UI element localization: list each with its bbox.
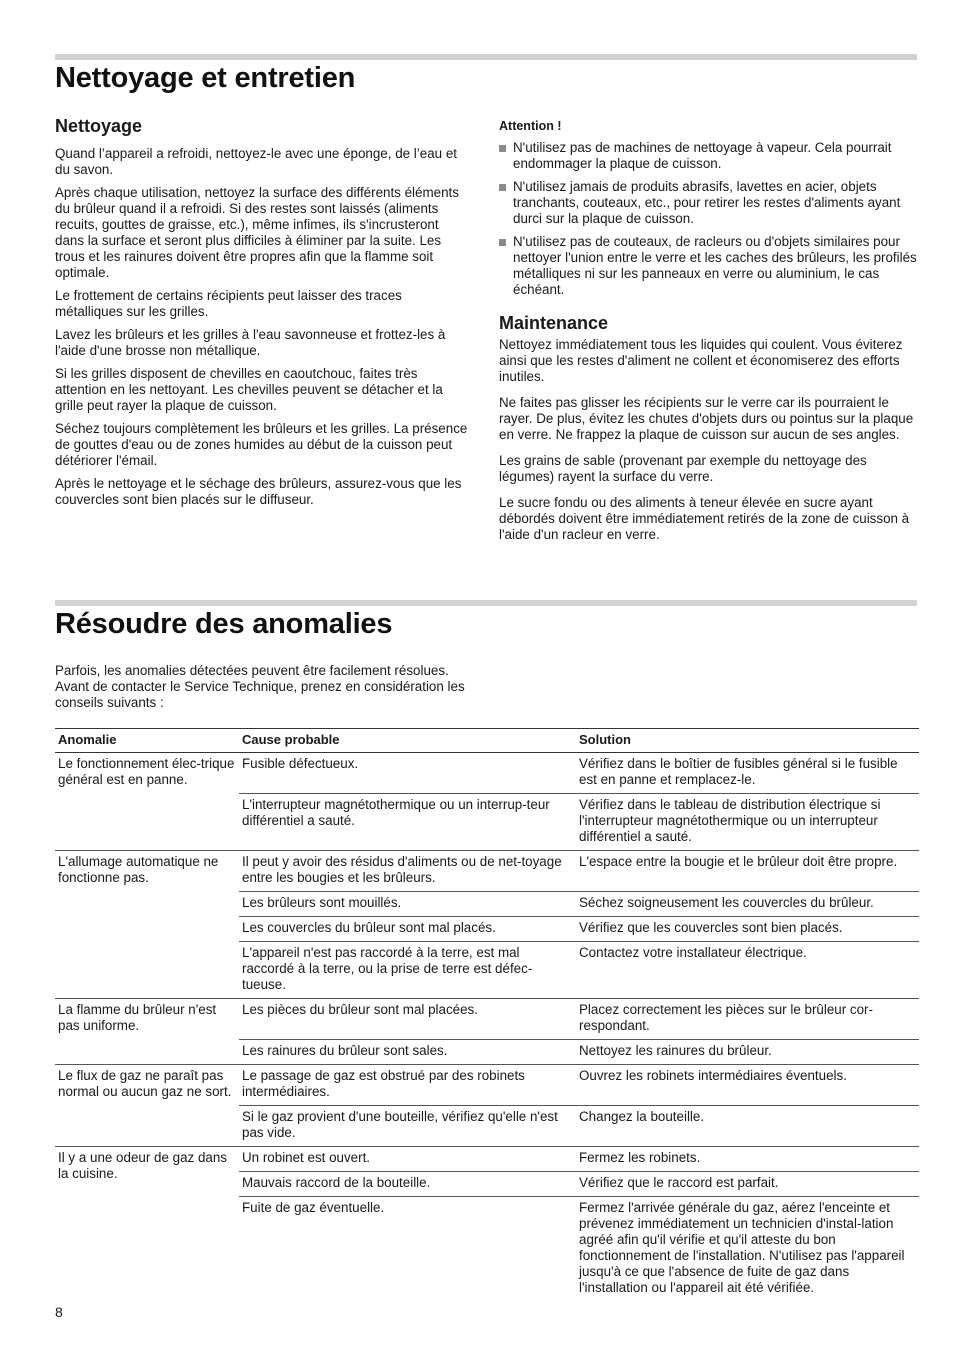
paragraph: Lavez les brûleurs et les grilles à l'eau savonneuse et frottez-les à l'aide d'une brosse non métallique. <box>55 327 446 358</box>
cause-cell: Les pièces du brûleur sont mal placées. <box>239 999 576 1040</box>
paragraph: Le frottement de certains récipients peut laisser des traces métalliques sur les grilles. <box>55 288 402 319</box>
section-rule-top <box>55 54 917 60</box>
solution-cell: L'espace entre la bougie et le brûleur doit être propre. <box>576 851 919 892</box>
section-title-nettoyage-entretien: Nettoyage et entretien <box>55 62 356 94</box>
solution-cell: Fermez les robinets. <box>576 1147 919 1172</box>
table-row <box>55 999 919 1040</box>
bullet-square-icon <box>499 239 506 246</box>
page-number: 8 <box>55 1304 63 1320</box>
solution-cell: Vérifiez que le raccord est parfait. <box>576 1172 919 1197</box>
solution-cell: Contactez votre installateur électrique. <box>576 942 919 999</box>
anomaly-cell: Il y a une odeur de gaz dans la cuisine. <box>55 1147 239 1302</box>
heading-nettoyage: Nettoyage <box>55 116 143 136</box>
paragraph: Ne faites pas glisser les récipients sur le verre car ils pourraient le rayer. De plus, évitez les chutes d'objets durs ou pointus sur la plaque en verre. Ne frappez la plaque de cuisson sur aucun de ses angles. <box>499 395 914 442</box>
paragraph: Après chaque utilisation, nettoyez la surface des différents éléments du brûleur quand il a refroidi. Si des restes sont laissés (aliments recuits, gouttes de graisse, etc.), même infimes, ils s'incrusteront dans la surface et seront plus difficiles à éliminer par la suite. Les trous et les rainures doivent être propres afin que la flamme soit optimale. <box>55 185 459 280</box>
cause-cell: Un robinet est ouvert. <box>239 1147 576 1172</box>
table-row <box>55 1147 919 1172</box>
column-header-cause: Cause probable <box>239 729 576 753</box>
cause-cell: Mauvais raccord de la bouteille. <box>239 1172 576 1197</box>
cause-cell: Les brûleurs sont mouillés. <box>239 892 576 917</box>
paragraph: Si les grilles disposent de chevilles en caoutchouc, faites très attention en les nettoyant. Les chevilles peuvent se détacher et la grille peut rayer la plaque de cuisson. <box>55 366 443 413</box>
cause-cell: L'interrupteur magnétothermique ou un interrup-teur différentiel a sauté. <box>239 794 576 851</box>
list-item: N'utilisez pas de couteaux, de racleurs ou d'objets similaires pour nettoyer l'union entre le verre et les caches des brûleurs, les profilés métalliques ni sur les panneaux en verre ou aluminium, le cas échéant. <box>499 234 917 298</box>
column-header-solution: Solution <box>576 729 919 753</box>
cause-cell: Le passage de gaz est obstrué par des robinets intermédiaires. <box>239 1065 576 1106</box>
attention-list <box>499 140 917 298</box>
cause-cell: Fuite de gaz éventuelle. <box>242 1200 385 1215</box>
section-rule-anomalies <box>55 600 917 606</box>
attention-label: Attention ! <box>499 119 562 133</box>
heading-maintenance: Maintenance <box>499 313 609 333</box>
solution-cell: Changez la bouteille. <box>576 1106 919 1147</box>
paragraph: Après le nettoyage et le séchage des brûleurs, assurez-vous que les couvercles sont bien placés sur le diffuseur. <box>55 476 462 507</box>
right-column <box>499 118 917 550</box>
solution-cell: Vérifiez dans le tableau de distribution électrique si l'interrupteur magnétothermique ou un interrupteur différentiel a sauté. <box>576 794 919 851</box>
paragraph: Nettoyez immédiatement tous les liquides qui coulent. Vous éviterez ainsi que les restes d'aliment ne collent et économiserez des efforts inutiles. <box>499 337 903 384</box>
bullet-square-icon <box>499 145 506 152</box>
solution-cell: Séchez soigneusement les couvercles du brûleur. <box>576 892 919 917</box>
table-row <box>55 1065 919 1106</box>
solution-cell: Placez correctement les pièces sur le brûleur cor-respondant. <box>576 999 919 1040</box>
solution-cell: Vérifiez dans le boîtier de fusibles général si le fusible est en panne et remplacez-le. <box>576 753 919 794</box>
bullet-square-icon <box>499 184 506 191</box>
paragraph: Séchez toujours complètement les brûleurs et les grilles. La présence de gouttes d'eau ou de zones humides au début de la cuisson peut détériorer l'émail. <box>55 421 468 468</box>
paragraph: Quand l’appareil a refroidi, nettoyez-le avec une éponge, de l’eau et du savon. <box>55 146 457 177</box>
column-header-anomalie: Anomalie <box>55 729 239 753</box>
table-header-row <box>55 729 919 753</box>
cause-cell: L'appareil n'est pas raccordé à la terre, est mal raccordé à la terre, ou la prise de terre est défec-tueuse. <box>239 942 576 999</box>
list-item: N'utilisez jamais de produits abrasifs, lavettes en acier, objets tranchants, couteaux, etc., pour retirer les restes d'aliments ayant durci sur la plaque de cuisson. <box>499 179 917 227</box>
paragraph: Le sucre fondu ou des aliments à teneur élevée en sucre ayant débordés doivent être immédiatement retirés de la zone de cuisson à l'aide d'un racleur en verre. <box>499 495 910 542</box>
solution-cell: Fermez l'arrivée générale du gaz, aérez l'enceinte et prévenez immédiatement un technicien d'instal-lation agréé afin qu'il vérifie et qu'il atteste du bon fonctionnement de l'installation. N'utilisez pas l'appareil jusqu'à ce que l'absence de fuite de gaz dans l'installation ou l'appareil ait été vérifiée. <box>579 1200 905 1295</box>
list-item: N'utilisez pas de machines de nettoyage à vapeur. Cela pourrait endommager la plaque de cuisson. <box>499 140 917 172</box>
left-column <box>55 115 471 515</box>
anomaly-cell: Le flux de gaz ne paraît pas normal ou aucun gaz ne sort. <box>55 1065 239 1147</box>
anomaly-cell: Le fonctionnement élec-trique général est en panne. <box>58 756 235 787</box>
anomaly-cell: L'allumage automatique ne fonctionne pas. <box>55 851 239 999</box>
section-title-resoudre-anomalies: Résoudre des anomalies <box>55 608 393 640</box>
troubleshooting-table <box>55 728 919 1301</box>
anomaly-cell: La flamme du brûleur n'est pas uniforme. <box>55 999 239 1065</box>
cause-cell: Fusible défectueux. <box>239 753 576 794</box>
cause-cell: Il peut y avoir des résidus d'aliments ou de net-toyage entre les bougies et les brûleurs. <box>239 851 576 892</box>
paragraph: Les grains de sable (provenant par exemple du nettoyage des légumes) rayent la surface du verre. <box>499 453 867 484</box>
cause-cell: Les rainures du brûleur sont sales. <box>239 1040 576 1065</box>
cause-cell: Les couvercles du brûleur sont mal placés. <box>239 917 576 942</box>
table-row <box>55 851 919 892</box>
solution-cell: Ouvrez les robinets intermédiaires éventuels. <box>576 1065 919 1106</box>
cause-cell: Si le gaz provient d'une bouteille, vérifiez qu'elle n'est pas vide. <box>239 1106 576 1147</box>
solution-cell: Nettoyez les rainures du brûleur. <box>576 1040 919 1065</box>
table-row <box>55 753 919 794</box>
intro-paragraph: Parfois, les anomalies détectées peuvent être facilement résolues. Avant de contacter le Service Technique, prenez en considération les conseils suivants : <box>55 663 465 710</box>
solution-cell: Vérifiez que les couvercles sont bien placés. <box>576 917 919 942</box>
